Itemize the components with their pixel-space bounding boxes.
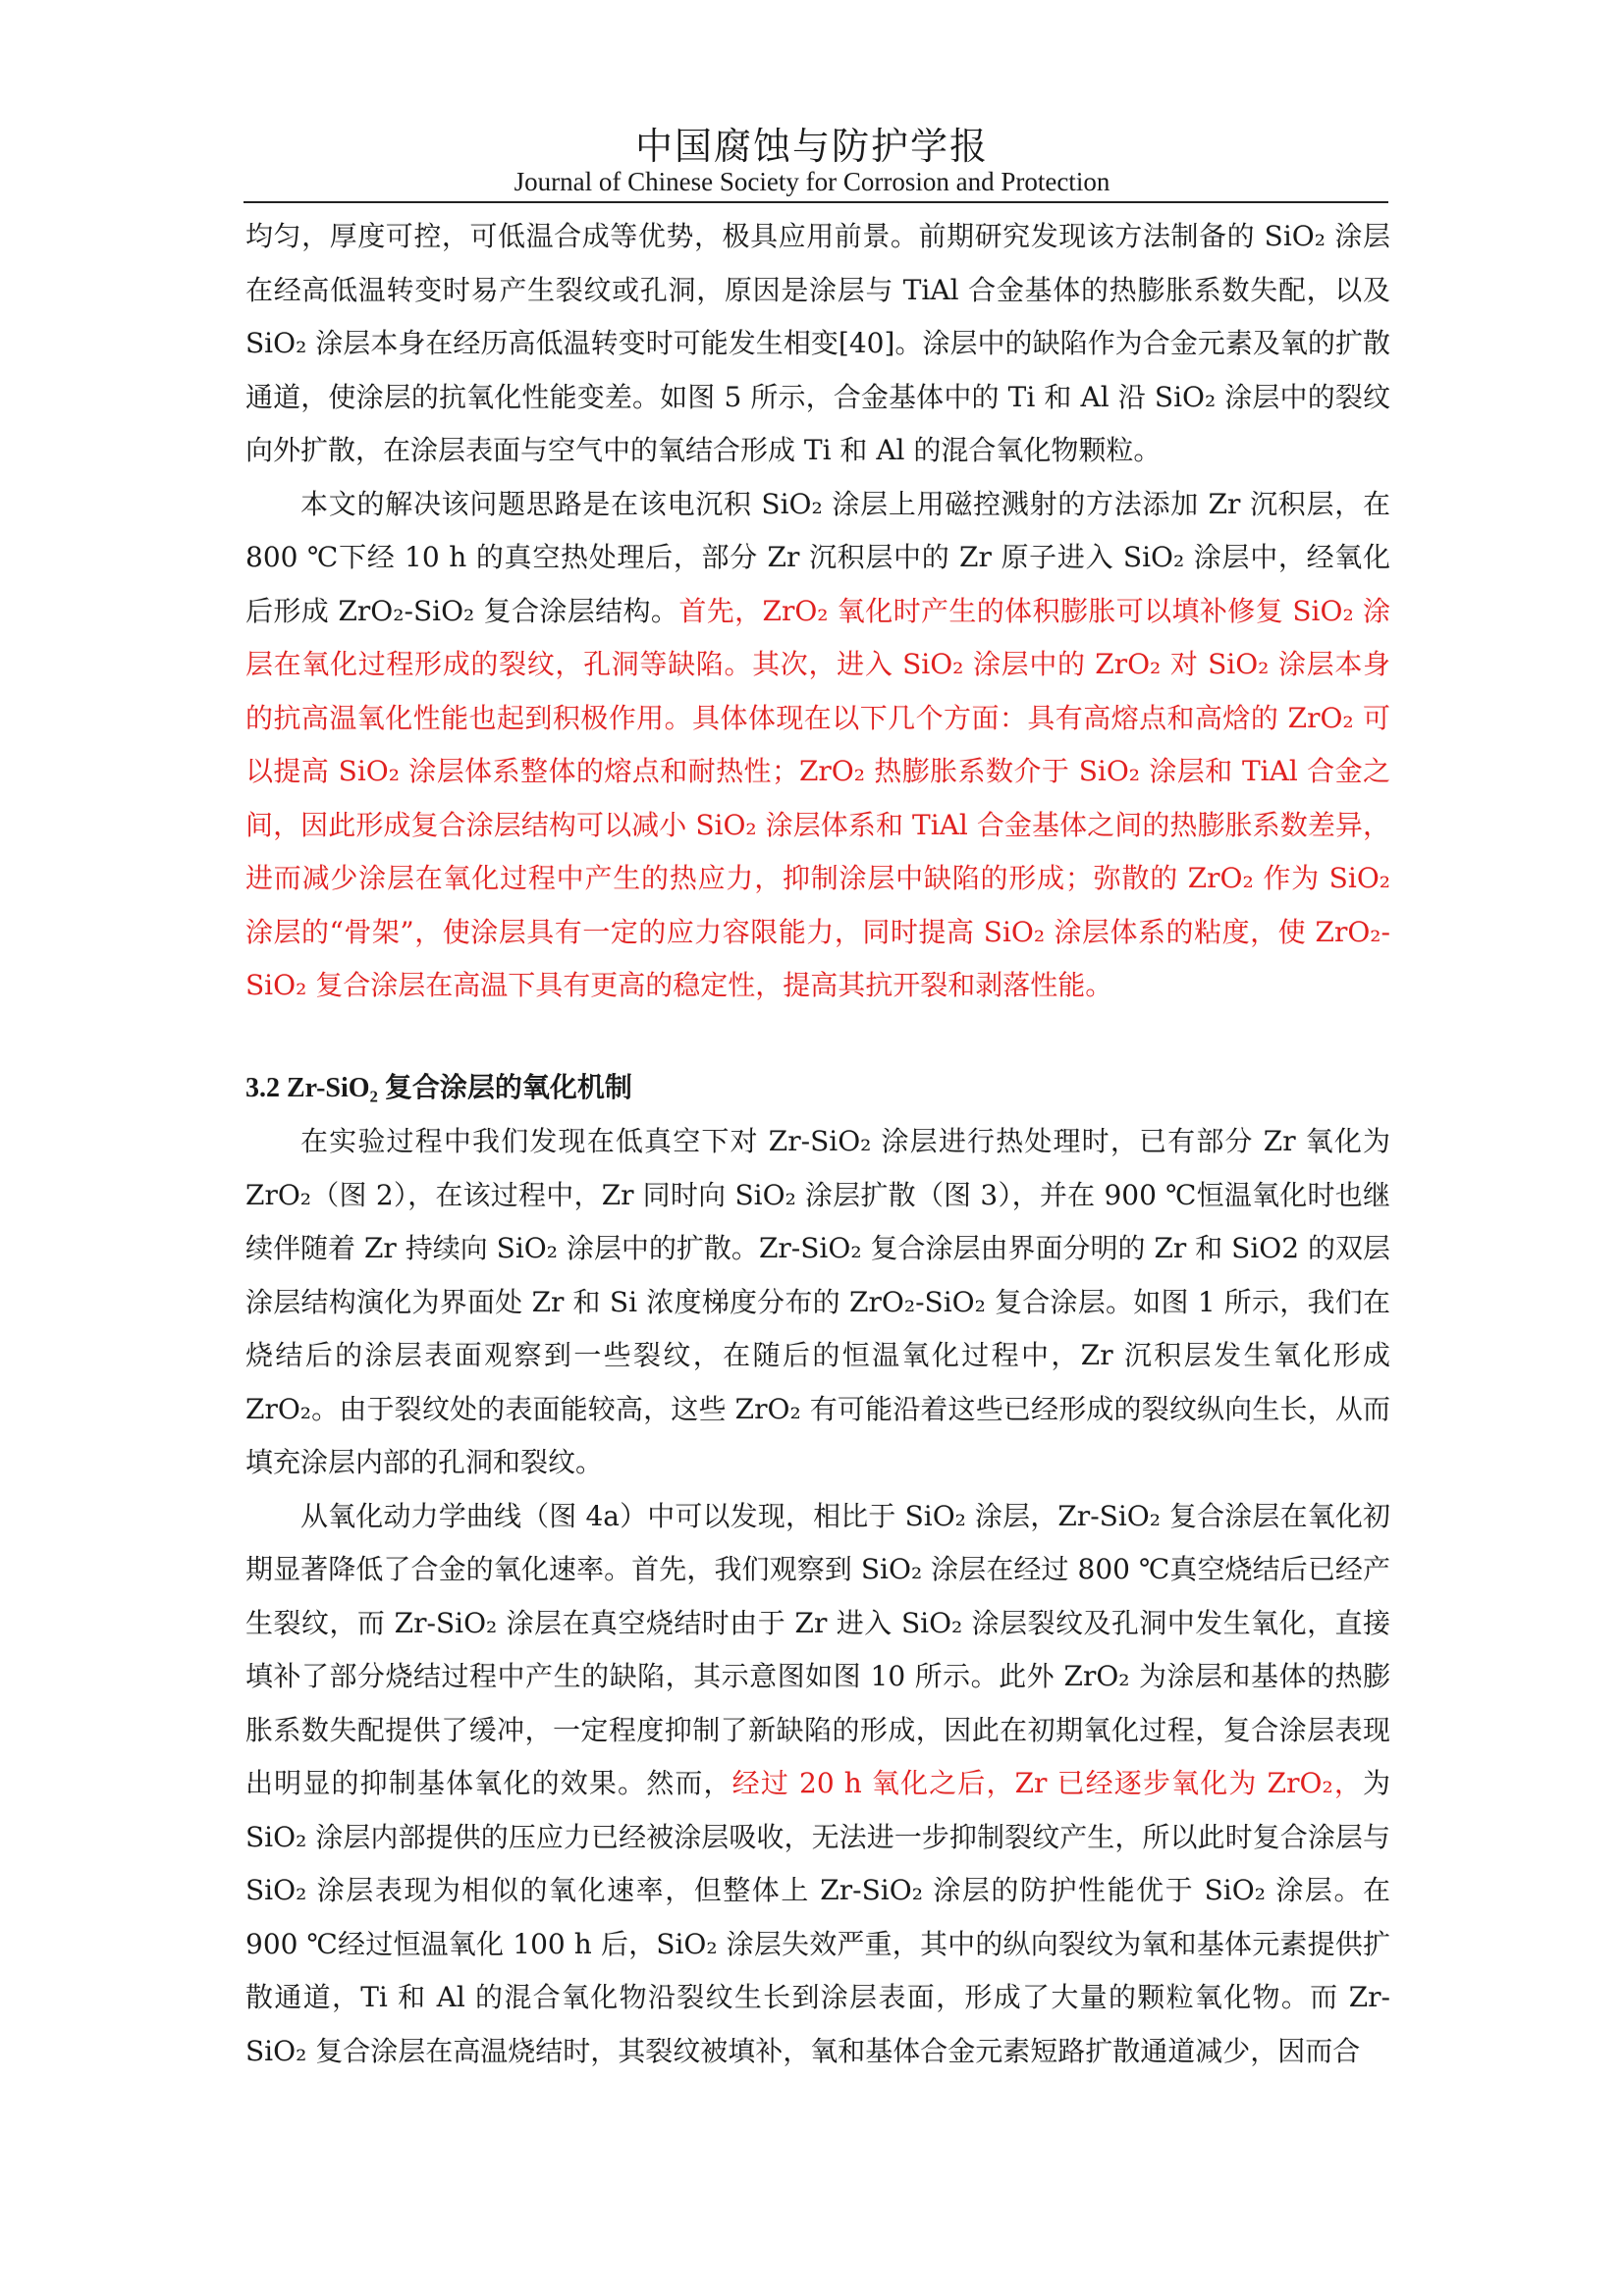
- highlighted-text-run: 经过 20 h 氧化之后，Zr 已经逐步氧化为 ZrO₂，: [731, 1767, 1363, 1799]
- text-run: 在实验过程中我们发现在低真空下对 Zr-SiO₂ 涂层进行热处理时，已有部分 Zr 氧化为 ZrO₂（图 2），在该过程中，Zr 同时向 SiO₂ 涂层扩散（图 3），并在 900 ℃恒温氧化时也继续伴随着 Zr 持续向 SiO₂ 涂层中的扩散。Zr-SiO₂ 复合涂层由界面分明的 Zr 和 SiO2 的双层涂层结构演化为界面处 Zr 和 Si 浓度梯度分布的 ZrO₂-SiO₂ 复合涂层。如图 1 所示，我们在烧结后的涂层表面观察到一些裂纹，在随后的恒温氧化过程中，Zr 沉积层发生氧化形成 ZrO₂。由于裂纹处的表面能较高，这些 ZrO₂ 有可能沿着这些已经形成的裂纹纵向生长，从而填充涂层内部的孔洞和裂纹。: [245, 1125, 1390, 1478]
- paragraph-1: [245, 210, 1390, 478]
- section-spacer: [245, 1013, 1390, 1062]
- text-run: 均匀，厚度可控，可低温合成等优势，极具应用前景。前期研究发现该方法制备的 SiO₂ 涂层在经高低温转变时易产生裂纹或孔洞，原因是涂层与 TiAl 合金基体的热膨胀系数失配，以及 SiO₂ 涂层本身在经历高低温转变时可能发生相变[40]。涂层中的缺陷作为合金元素及氧的扩散通道，使涂层的抗氧化性能变差。如图 5 所示，合金基体中的 Ti 和 Al 沿 SiO₂ 涂层中的裂纹向外扩散，在涂层表面与空气中的氧结合形成 Ti 和 Al 的混合氧化物颗粒。: [245, 220, 1390, 466]
- article-body: [245, 210, 1390, 2078]
- highlighted-text-run: 首先，ZrO₂ 氧化时产生的体积膨胀可以填补修复 SiO₂ 涂层在氧化过程形成的裂纹，孔洞等缺陷。其次，进入 SiO₂ 涂层中的 ZrO₂ 对 SiO₂ 涂层本身的抗高温氧化性能也起到积极作用。具体体现在以下几个方面：具有高熔点和高焓的 ZrO₂ 可以提高 SiO₂ 涂层体系整体的熔点和耐热性；ZrO₂ 热膨胀系数介于 SiO₂ 涂层和 TiAl 合金之间，因此形成复合涂层结构可以减小 SiO₂ 涂层体系和 TiAl 合金基体之间的热膨胀系数差异，进而减少涂层在氧化过程中产生的热应力，抑制涂层中缺陷的形成；弥散的 ZrO₂ 作为 SiO₂ 涂层的“骨架”，使涂层具有一定的应力容限能力，同时提高 SiO₂ 涂层体系的粘度，使 ZrO₂-SiO₂ 复合涂层在高温下具有更高的稳定性，提高其抗开裂和剥落性能。: [245, 594, 1390, 1001]
- paragraph-4: [245, 1490, 1390, 2079]
- text-run: 为 SiO₂ 涂层内部提供的压应力已经被涂层吸收，无法进一步抑制裂纹产生，所以此时复合涂层与 SiO₂ 涂层表现为相似的氧化速率，但整体上 Zr-SiO₂ 涂层的防护性能优于 SiO₂ 涂层。在 900 ℃经过恒温氧化 100 h 后，SiO₂ 涂层失效严重，其中的纵向裂纹为氧和基体元素提供扩散通道，Ti 和 Al 的混合氧化物沿裂纹生长到涂层表面，形成了大量的颗粒氧化物。而 Zr-SiO₂ 复合涂层在高温烧结时，其裂纹被填补，氧和基体合金元素短路扩散通道减少，因而合: [245, 1767, 1390, 2067]
- journal-title-en: Journal of Chinese Society for Corrosion and Protection: [514, 167, 1110, 196]
- paragraph-3: [245, 1115, 1390, 1490]
- text-run: 从氧化动力学曲线（图 4a）中可以发现，相比于 SiO₂ 涂层，Zr-SiO₂ 复合涂层在氧化初期显著降低了合金的氧化速率。首先，我们观察到 SiO₂ 涂层在经过 800 ℃真空烧结后已经产生裂纹，而 Zr-SiO₂ 涂层在真空烧结时由于 Zr 进入 SiO₂ 涂层裂纹及孔洞中发生氧化，直接填补了部分烧结过程中产生的缺陷，其示意图如图 10 所示。此外 ZrO₂ 为涂层和基体的热膨胀系数失配提供了缓冲，一定程度抑制了新缺陷的形成，因此在初期氧化过程，复合涂层表现出明显的抑制基体氧化的效果。然而，: [245, 1499, 1390, 1799]
- paragraph-2: [245, 478, 1390, 1013]
- journal-title-zh: 中国腐蚀与防护学报: [634, 125, 989, 168]
- text-run: 本文的解决该问题思路是在该电沉积 SiO₂ 涂层上用磁控溅射的方法添加 Zr 沉积层，在 800 ℃下经 10 h 的真空热处理后，部分 Zr 沉积层中的 Zr 原子进入 SiO₂ 涂层中，经氧化后形成 ZrO₂-SiO₂ 复合涂层结构。: [245, 487, 1390, 627]
- header-rule: [244, 201, 1388, 203]
- section-heading: 3.2 Zr-SiO₂ 复合涂层的氧化机制: [245, 1072, 632, 1103]
